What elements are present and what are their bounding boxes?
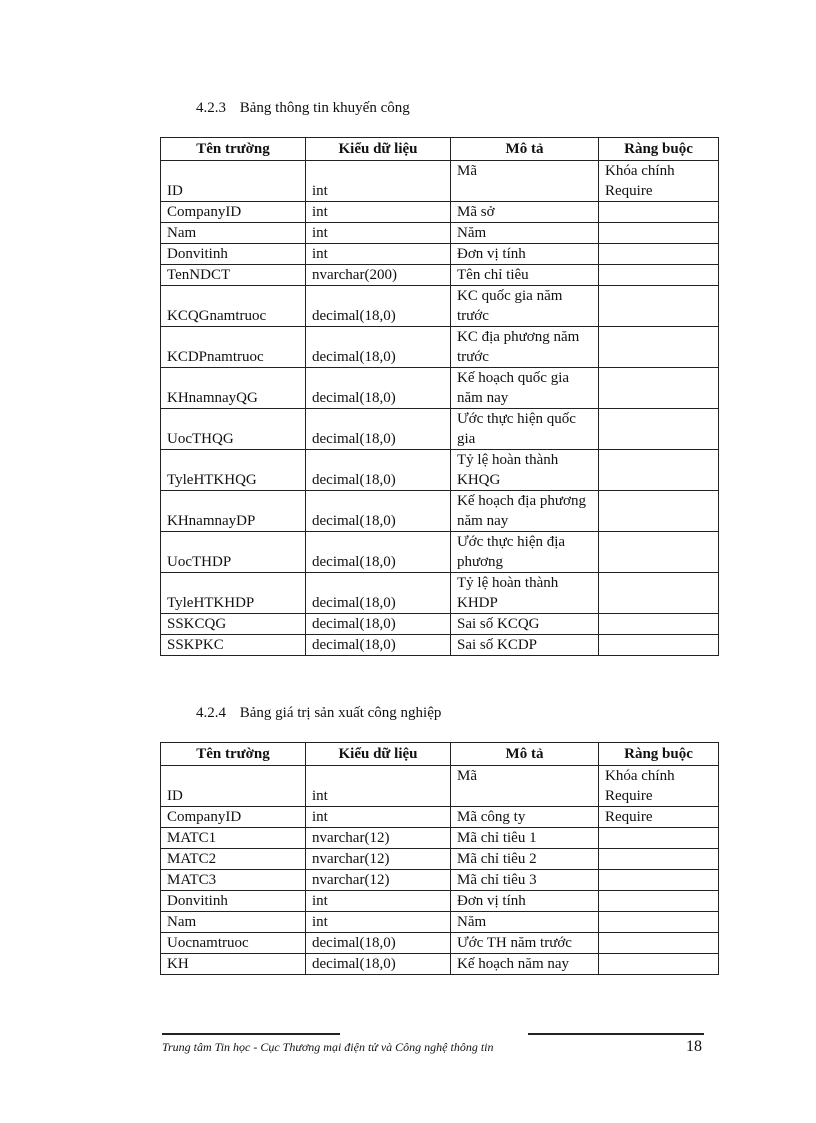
table-row — [161, 532, 719, 573]
cell-field-name: Uocnamtruoc — [161, 933, 306, 954]
cell-data-type: int — [306, 244, 451, 265]
cell-constraint — [599, 491, 719, 532]
cell-constraint — [599, 614, 719, 635]
cell-field-name: TyleHTKHQG — [161, 450, 306, 491]
cell-field-name: SSKPKC — [161, 635, 306, 656]
cell-field-name: KCQGnamtruoc — [161, 286, 306, 327]
cell-data-type: decimal(18,0) — [306, 450, 451, 491]
cell-description: Sai số KCDP — [451, 635, 599, 656]
table-row — [161, 766, 719, 807]
cell-field-name: Donvitinh — [161, 244, 306, 265]
cell-data-type: decimal(18,0) — [306, 614, 451, 635]
cell-field-name: TenNDCT — [161, 265, 306, 286]
table-row — [161, 286, 719, 327]
cell-data-type: decimal(18,0) — [306, 409, 451, 450]
header-field-name: Tên trường — [161, 138, 306, 161]
cell-description: Ước thực hiện địa phương — [451, 532, 599, 573]
cell-field-name: ID — [161, 161, 306, 202]
cell-description: Tỷ lệ hoàn thành KHQG — [451, 450, 599, 491]
page-number: 18 — [686, 1038, 702, 1055]
cell-constraint — [599, 849, 719, 870]
table-row — [161, 954, 719, 975]
cell-constraint: Require — [599, 807, 719, 828]
header-description: Mô tả — [451, 743, 599, 766]
cell-description: Mã chỉ tiêu 2 — [451, 849, 599, 870]
section-number: 4.2.4 — [196, 705, 226, 721]
cell-constraint — [599, 202, 719, 223]
cell-data-type: decimal(18,0) — [306, 491, 451, 532]
section-title-4-2-3 — [196, 100, 410, 117]
footer-text: Trung tâm Tin học - Cục Thương mại điện tử và Công nghệ thông tin — [162, 1040, 494, 1054]
cell-constraint — [599, 870, 719, 891]
cell-description: Tên chỉ tiêu — [451, 265, 599, 286]
header-data-type: Kiểu dữ liệu — [306, 138, 451, 161]
table-row — [161, 828, 719, 849]
table-row — [161, 450, 719, 491]
table-row — [161, 161, 719, 202]
cell-description: KC địa phương năm trước — [451, 327, 599, 368]
cell-data-type: int — [306, 223, 451, 244]
cell-description: Ước TH năm trước — [451, 933, 599, 954]
cell-constraint — [599, 573, 719, 614]
cell-field-name: TyleHTKHDP — [161, 573, 306, 614]
cell-field-name: KHnamnayQG — [161, 368, 306, 409]
cell-data-type: nvarchar(200) — [306, 265, 451, 286]
table-row — [161, 244, 719, 265]
cell-data-type: int — [306, 202, 451, 223]
cell-constraint — [599, 450, 719, 491]
table-row — [161, 614, 719, 635]
table-row — [161, 223, 719, 244]
cell-field-name: UocTHDP — [161, 532, 306, 573]
cell-data-type: int — [306, 161, 451, 202]
cell-field-name: CompanyID — [161, 202, 306, 223]
cell-constraint — [599, 223, 719, 244]
table-row — [161, 870, 719, 891]
cell-data-type: decimal(18,0) — [306, 368, 451, 409]
table-row — [161, 635, 719, 656]
section-heading: Bảng thông tin khuyến công — [239, 100, 410, 116]
cell-field-name: MATC1 — [161, 828, 306, 849]
cell-description: Tỷ lệ hoàn thành KHDP — [451, 573, 599, 614]
cell-constraint — [599, 954, 719, 975]
cell-field-name: KCDPnamtruoc — [161, 327, 306, 368]
cell-description: Mã — [451, 161, 599, 202]
cell-constraint — [599, 912, 719, 933]
cell-data-type: int — [306, 766, 451, 807]
cell-data-type: decimal(18,0) — [306, 933, 451, 954]
cell-description: Kế hoạch năm nay — [451, 954, 599, 975]
cell-field-name: Donvitinh — [161, 891, 306, 912]
cell-data-type: decimal(18,0) — [306, 327, 451, 368]
section-number: 4.2.3 — [196, 100, 226, 116]
cell-description: Năm — [451, 223, 599, 244]
table-row — [161, 912, 719, 933]
cell-field-name: CompanyID — [161, 807, 306, 828]
cell-description: Mã — [451, 766, 599, 807]
table-row — [161, 891, 719, 912]
cell-description: Năm — [451, 912, 599, 933]
cell-constraint — [599, 635, 719, 656]
cell-data-type: decimal(18,0) — [306, 573, 451, 614]
cell-field-name: MATC2 — [161, 849, 306, 870]
table-row — [161, 327, 719, 368]
cell-data-type: int — [306, 912, 451, 933]
cell-description: Sai số KCQG — [451, 614, 599, 635]
cell-data-type: nvarchar(12) — [306, 849, 451, 870]
cell-constraint — [599, 244, 719, 265]
cell-field-name: Nam — [161, 223, 306, 244]
cell-data-type: decimal(18,0) — [306, 532, 451, 573]
header-constraint: Ràng buộc — [599, 743, 719, 766]
cell-description: KC quốc gia năm trước — [451, 286, 599, 327]
cell-description: Mã chỉ tiêu 3 — [451, 870, 599, 891]
cell-data-type: int — [306, 891, 451, 912]
cell-constraint — [599, 891, 719, 912]
cell-constraint — [599, 286, 719, 327]
table-khuyen-cong — [160, 137, 719, 656]
table-row — [161, 409, 719, 450]
header-data-type: Kiểu dữ liệu — [306, 743, 451, 766]
cell-description: Đơn vị tính — [451, 891, 599, 912]
cell-data-type: decimal(18,0) — [306, 635, 451, 656]
header-constraint: Ràng buộc — [599, 138, 719, 161]
cell-field-name: ID — [161, 766, 306, 807]
cell-description: Ước thực hiện quốc gia — [451, 409, 599, 450]
header-field-name: Tên trường — [161, 743, 306, 766]
cell-field-name: UocTHQG — [161, 409, 306, 450]
cell-constraint — [599, 933, 719, 954]
cell-description: Kế hoạch địa phương năm nay — [451, 491, 599, 532]
cell-description: Mã chỉ tiêu 1 — [451, 828, 599, 849]
cell-description: Mã công ty — [451, 807, 599, 828]
cell-constraint — [599, 265, 719, 286]
cell-data-type: int — [306, 807, 451, 828]
footer-divider-left — [162, 1033, 340, 1035]
cell-constraint: Khóa chính Require — [599, 161, 719, 202]
table-header-row — [161, 138, 719, 161]
cell-data-type: decimal(18,0) — [306, 954, 451, 975]
cell-constraint — [599, 532, 719, 573]
footer-divider-right — [528, 1033, 704, 1035]
cell-field-name: SSKCQG — [161, 614, 306, 635]
cell-constraint — [599, 828, 719, 849]
cell-constraint — [599, 327, 719, 368]
cell-constraint — [599, 409, 719, 450]
cell-field-name: KHnamnayDP — [161, 491, 306, 532]
table-row — [161, 202, 719, 223]
table-row — [161, 849, 719, 870]
cell-data-type: nvarchar(12) — [306, 870, 451, 891]
table-gia-tri-san-xuat — [160, 742, 719, 975]
header-description: Mô tả — [451, 138, 599, 161]
cell-field-name: Nam — [161, 912, 306, 933]
section-title-4-2-4 — [196, 705, 441, 722]
cell-field-name: KH — [161, 954, 306, 975]
table-row — [161, 265, 719, 286]
table-row — [161, 573, 719, 614]
cell-field-name: MATC3 — [161, 870, 306, 891]
cell-description: Mã sở — [451, 202, 599, 223]
cell-constraint: Khóa chính Require — [599, 766, 719, 807]
table-row — [161, 933, 719, 954]
table-row — [161, 368, 719, 409]
table-row — [161, 491, 719, 532]
cell-constraint — [599, 368, 719, 409]
cell-description: Đơn vị tính — [451, 244, 599, 265]
cell-data-type: decimal(18,0) — [306, 286, 451, 327]
table-row — [161, 807, 719, 828]
section-heading: Bảng giá trị sản xuất công nghiệp — [239, 705, 442, 721]
cell-data-type: nvarchar(12) — [306, 828, 451, 849]
table-header-row — [161, 743, 719, 766]
cell-description: Kế hoạch quốc gia năm nay — [451, 368, 599, 409]
